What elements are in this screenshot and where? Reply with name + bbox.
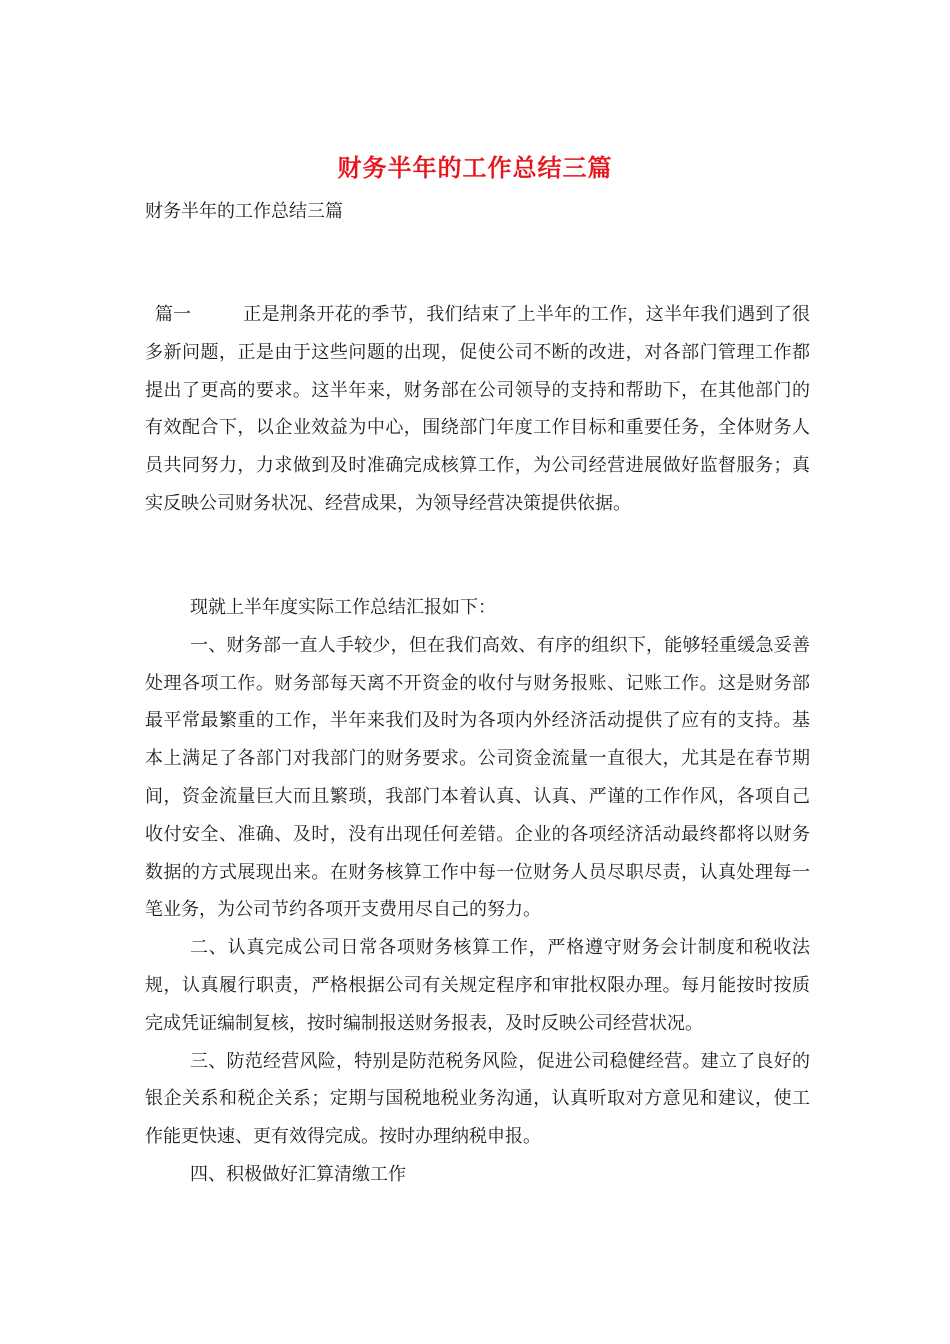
document-title: 财务半年的工作总结三篇	[337, 153, 613, 182]
document-subtitle: 财务半年的工作总结三篇	[145, 201, 343, 222]
intro-text: 正是荆条开花的季节，我们结束了上半年的工作，这半年我们遇到了很多新问题，正是由于这些问题的出现，促使公司不断的改进，对各部门管理工作都提出了更高的要求。这半年来，财务部在公司领导的支持和帮助下，在其他部门的有效配合下，以企业效益为中心，围绕部门年度工作目标和重要任务，全体财务人员共同努力，力求做到及时准确完成核算工作，为公司经营进展做好监督服务；真实反映公司财务状况、经营成果，为领导经营决策提供依据。	[145, 304, 810, 514]
section-label: 篇一	[155, 304, 191, 325]
paragraph-item-1: 一、财务部一直人手较少，但在我们高效、有序的组织下，能够轻重缓急妥善处理各项工作。财务部每天离不开资金的收付与财务报账、记账工作。这是财务部最平常最繁重的工作，半年来我们及时为各项内外经济活动提供了应有的支持。基本上满足了各部门对我部门的财务要求。公司资金流量一直很大，尤其是在春节期间，资金流量巨大而且繁琐，我部门本着认真、认真、严谨的工作作风，各项自己收付安全、准确、及时，没有出现任何差错。企业的各项经济活动最终都将以财务数据的方式展现出来。在财务核算工作中每一位财务人员尽职尽责，认真处理每一笔业务，为公司节约各项开支费用尽自己的努力。	[145, 634, 810, 921]
paragraph-item-4: 四、积极做好汇算清缴工作	[190, 1163, 406, 1185]
body-paragraphs	[145, 589, 810, 1194]
paragraph-item-3: 三、防范经营风险，特别是防范税务风险，促进公司稳健经营。建立了良好的银企关系和税企关系；定期与国税地税业务沟通，认真听取对方意见和建议，使工作能更快速、更有效得完成。按时办理纳税申报。	[145, 1050, 810, 1148]
intro-paragraph	[145, 296, 810, 523]
paragraph-item-2: 二、认真完成公司日常各项财务核算工作，严格遵守财务会计制度和税收法规，认真履行职责，严格根据公司有关规定程序和审批权限办理。每月能按时按质完成凭证编制复核，按时编制报送财务报表，及时反映公司经营状况。	[145, 937, 810, 1034]
paragraph-report-intro: 现就上半年度实际工作总结汇报如下：	[190, 597, 496, 618]
